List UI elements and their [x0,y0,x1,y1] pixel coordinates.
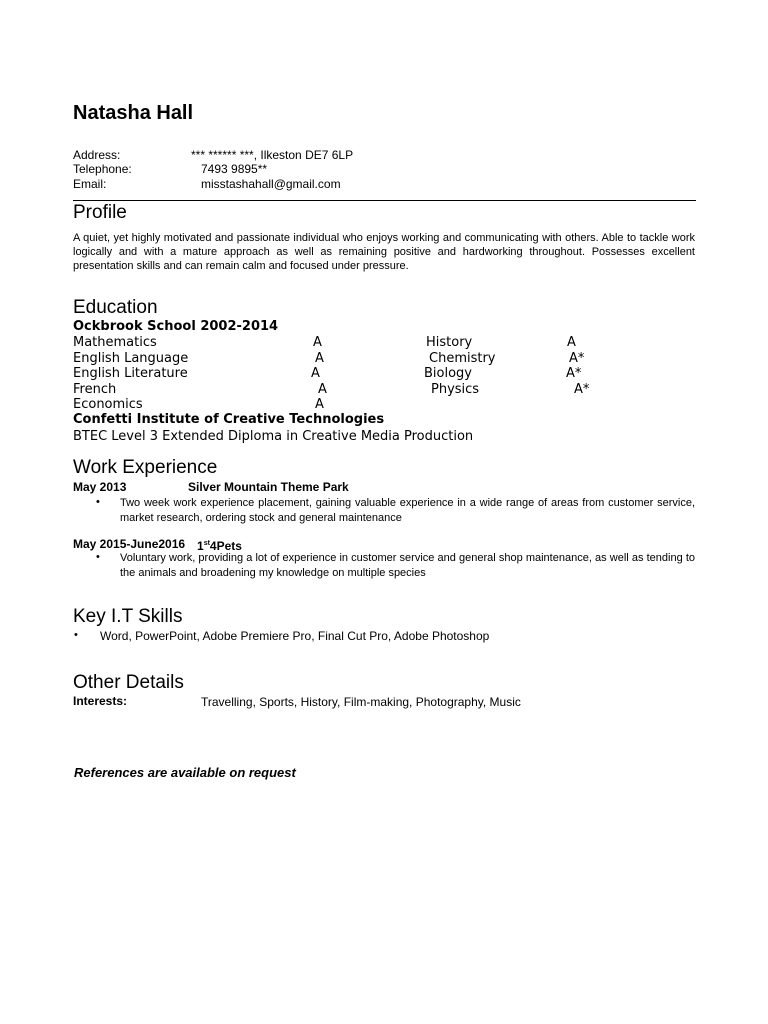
other-details-heading: Other Details [73,672,184,693]
profile-heading: Profile [73,202,127,223]
skills-heading: Key I.T Skills [73,606,183,627]
job-description: Voluntary work, providing a lot of experience in customer service and general shop maintenance, as well as tending to the animals and broadening my knowledge on multiple species [120,552,695,579]
address-label: Address: [73,148,121,162]
job-employer: Silver Mountain Theme Park [188,480,349,494]
email-label: Email: [73,177,107,191]
interests-label: Interests: [73,694,128,708]
address-value: *** ****** ***, Ilkeston DE7 6LP [191,148,354,162]
skills-list: Word, PowerPoint, Adobe Premiere Pro, Final Cut Pro, Adobe Photoshop [100,629,490,643]
grade-english-literature: A [311,366,320,381]
grade-french: A [318,382,327,397]
profile-text: A quiet, yet highly motivated and passionate individual who enjoys working and communicating with others. Able to tackle work logically and with a mature approach as well as remaining positive and hardworking throughout. Possesses excellent presentation skills and can remain calm and focused under pressure. [73,232,695,272]
job-date: May 2013 [73,480,127,494]
grade-physics: A* [574,382,590,397]
grade-biology: A* [566,366,582,381]
references-note: References are available on request [74,765,296,780]
work-heading: Work Experience [73,457,218,478]
interests-value: Travelling, Sports, History, Film-making, Photography, Music [201,695,521,709]
subject-economics: Economics [73,397,143,412]
telephone-value: 7493 9895** [201,162,268,176]
job-date: May 2015-June2016 [73,537,186,551]
job-employer: 1st4Pets [197,539,242,553]
email-value: misstashahall@gmail.com [201,177,341,191]
bullet-icon: • [96,496,100,508]
bullet-icon: • [74,629,78,641]
subject-english-language: English Language [73,351,189,366]
header-divider [73,200,696,201]
subject-physics: Physics [431,382,480,397]
job-description: Two week work experience placement, gaining valuable experience in a wide range of areas from customer service, market research, ordering stock and general maintenance [120,497,695,524]
grade-history: A [567,335,576,350]
bullet-icon: • [96,551,100,563]
college-name: Confetti Institute of Creative Technologies [73,412,385,427]
grade-chemistry: A* [569,351,585,366]
grade-english-language: A [315,351,324,366]
school-name: Ockbrook School 2002-2014 [73,319,279,334]
education-heading: Education [73,297,158,318]
course-name: BTEC Level 3 Extended Diploma in Creative Media Production [73,429,474,444]
subject-history: History [426,335,473,350]
telephone-label: Telephone: [73,162,132,176]
subject-biology: Biology [424,366,472,381]
subject-english-literature: English Literature [73,366,188,381]
subject-french: French [73,382,117,397]
subject-mathematics: Mathematics [73,335,157,350]
subject-chemistry: Chemistry [429,351,496,366]
grade-mathematics: A [313,335,322,350]
grade-economics: A [315,397,324,412]
candidate-name: Natasha Hall [73,102,194,124]
